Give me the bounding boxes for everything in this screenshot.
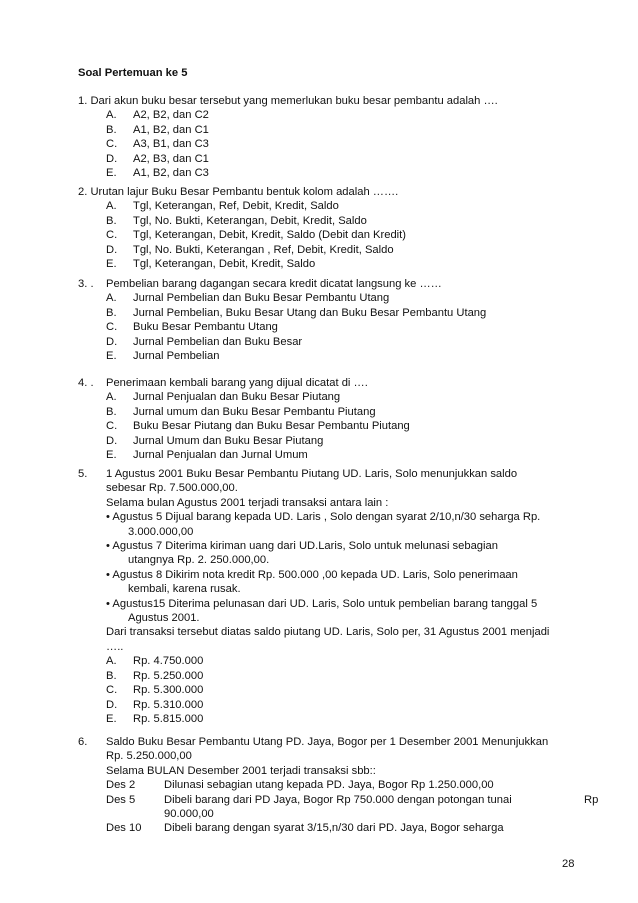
- transaction-entry: Des 2 Dilunasi sebagian utang kepada PD. Jaya, Bogor Rp 1.250.000,00: [106, 779, 494, 792]
- transaction-item: • Agustus 8 Dikirim nota kredit Rp. 500.000 ,00 kepada UD. Laris, Solo penerimaan kembali, karena rusak.: [106, 568, 518, 596]
- question-text: Penerimaan kembali barang yang dijual dicatat di ….: [106, 377, 368, 389]
- option-d: D. A2, B3, dan C1: [106, 152, 209, 165]
- question-1: [78, 94, 578, 180]
- option-a: A. Jurnal Pembelian dan Buku Besar Pembantu Utang: [106, 292, 390, 305]
- option-a: A. A2, B2, dan C2: [106, 109, 209, 122]
- question-text-cont: Rp. 5.250.000,00: [106, 750, 192, 763]
- option-e: E. Jurnal Pembelian: [106, 350, 220, 363]
- option-c: C. Tgl, Keterangan, Debit, Kredit, Saldo (Debit dan Kredit): [106, 229, 406, 242]
- question-text: 2. Urutan lajur Buku Besar Pembantu bentuk kolom adalah …….: [78, 186, 399, 198]
- option-b: B. A1, B2, dan C1: [106, 123, 209, 136]
- option-e: E. Rp. 5.815.000: [106, 712, 204, 725]
- option-d: D. Rp. 5.310.000: [106, 698, 204, 711]
- question-text: Pembelian barang dagangan secara kredit dicatat langsung ke ……: [106, 278, 442, 290]
- question-5: [78, 467, 578, 726]
- option-d: D. Jurnal Umum dan Buku Besar Piutang: [106, 434, 324, 447]
- question-6: [78, 735, 599, 836]
- transaction-entry-cont: 90.000,00: [164, 808, 214, 821]
- option-c: C. Buku Besar Pembantu Utang: [106, 321, 278, 334]
- question-intro: Selama BULAN Desember 2001 terjadi transaksi sbb::: [106, 764, 376, 777]
- transaction-item: • Agustus 5 Dijual barang kepada UD. Laris , Solo dengan syarat 2/10,n/30 seharga Rp. 3.000.000,00: [106, 511, 541, 538]
- option-c: C. A3, B1, dan C3: [106, 138, 209, 151]
- question-number: 4. .: [78, 377, 94, 389]
- question-closing: Dari transaksi tersebut diatas saldo piutang UD. Laris, Solo per, 31 Agustus 2001 menjadi: [106, 626, 550, 639]
- transaction-entry: Des 10 Dibeli barang dengan syarat 3/15,n/30 dari PD. Jaya, Bogor seharga: [106, 822, 504, 835]
- option-a: A. Jurnal Penjualan dan Buku Besar Piutang: [106, 391, 341, 404]
- option-e: E. Jurnal Penjualan dan Jurnal Umum: [106, 449, 308, 462]
- question-intro: Selama bulan Agustus 2001 terjadi transaksi antara lain :: [106, 496, 389, 509]
- option-d: D. Jurnal Pembelian dan Buku Besar: [106, 335, 303, 348]
- page-number: 28: [562, 858, 575, 870]
- question-closing-cont: …..: [106, 640, 124, 653]
- option-e: E. Tgl, Keterangan, Debit, Kredit, Saldo: [106, 258, 316, 271]
- question-text: 1. Dari akun buku besar tersebut yang memerlukan buku besar pembantu adalah ….: [78, 95, 498, 107]
- transaction-entry: Des 5 Dibeli barang dari PD Jaya, Bogor Rp 750.000 dengan potongan tunai Rp: [106, 793, 599, 806]
- question-number: 3. .: [78, 278, 94, 290]
- transaction-item: • Agustus15 Diterima pelunasan dari UD. Laris, Solo untuk pembelian barang tanggal 5 Agustus 2001.: [106, 597, 538, 625]
- question-text: Saldo Buku Besar Pembantu Utang PD. Jaya, Bogor per 1 Desember 2001 Menunjukkan: [106, 736, 549, 748]
- option-b: B. Rp. 5.250.000: [106, 669, 204, 682]
- question-3: [78, 277, 578, 363]
- option-a: A. Rp. 4.750.000: [106, 655, 204, 668]
- transaction-item: • Agustus 7 Diterima kiriman uang dari UD.Laris, Solo untuk melunasi sebagian utangnya Rp. 2. 250.000,00.: [106, 540, 498, 567]
- question-2: [78, 185, 578, 271]
- page-title: Soal Pertemuan ke 5: [78, 67, 188, 79]
- option-b: B. Tgl, No. Bukti, Keterangan, Debit, Kredit, Saldo: [106, 214, 367, 227]
- question-4: [78, 376, 578, 462]
- option-d: D. Tgl, No. Bukti, Keterangan , Ref, Debit, Kredit, Saldo: [106, 243, 394, 256]
- option-b: B. Jurnal Pembelian, Buku Besar Utang dan Buku Besar Pembantu Utang: [106, 306, 487, 319]
- option-c: C. Rp. 5.300.000: [106, 684, 204, 697]
- option-a: A. Tgl, Keterangan, Ref, Debit, Kredit, Saldo: [106, 200, 339, 213]
- question-number: 6.: [78, 736, 88, 748]
- question-number: 5.: [78, 468, 88, 480]
- option-e: E. A1, B2, dan C3: [106, 167, 209, 180]
- question-text: 1 Agustus 2001 Buku Besar Pembantu Piutang UD. Laris, Solo menunjukkan saldo: [106, 468, 518, 480]
- option-b: B. Jurnal umum dan Buku Besar Pembantu Piutang: [106, 405, 376, 418]
- question-text-cont: sebesar Rp. 7.500.000,00.: [106, 482, 238, 495]
- option-c: C. Buku Besar Piutang dan Buku Besar Pembantu Piutang: [106, 420, 410, 433]
